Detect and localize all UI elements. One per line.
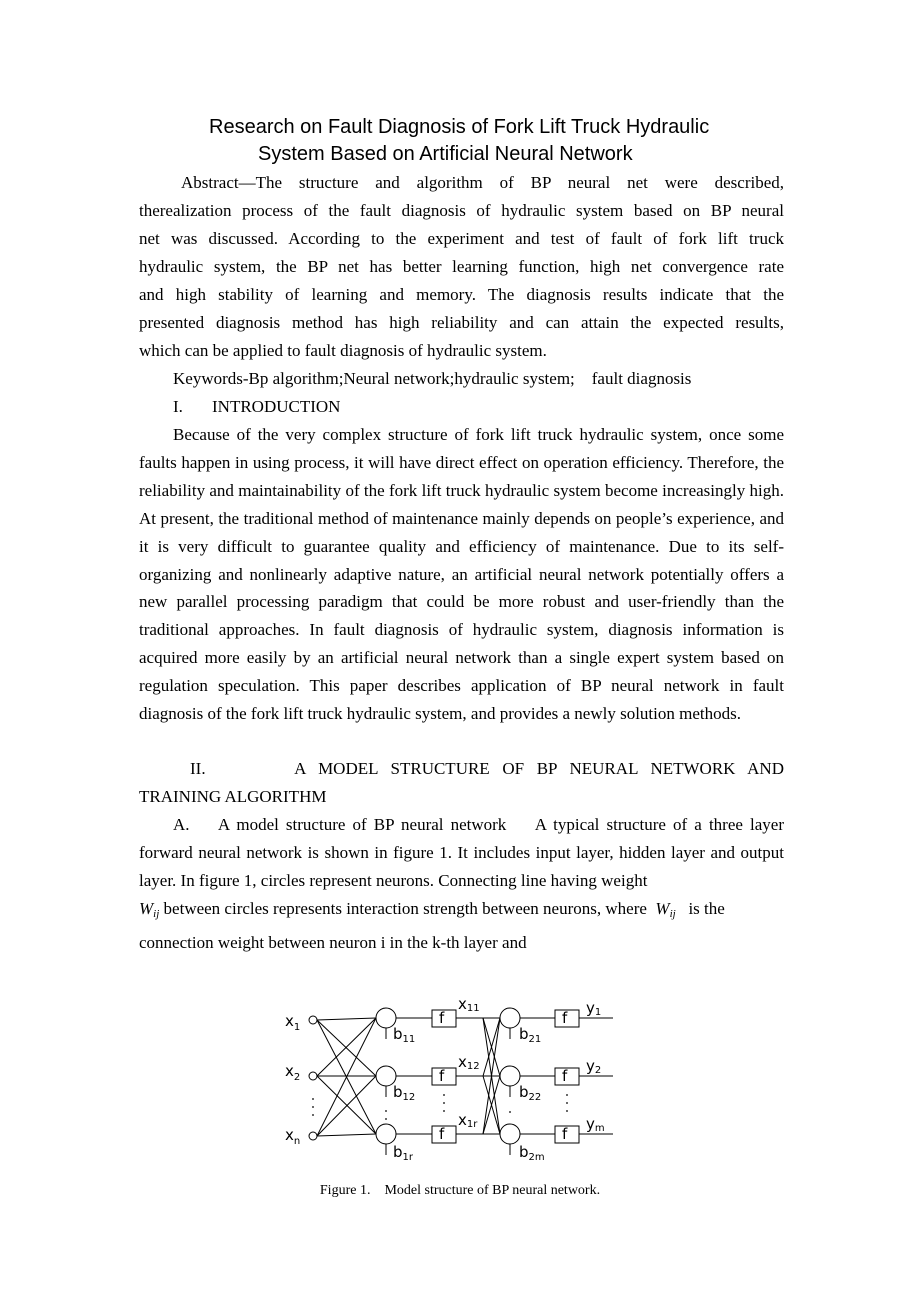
abstract-line: which can be applied to fault diagnosis of hydraulic system. [139, 341, 547, 360]
hidden-output-label: x12 [458, 1053, 480, 1072]
section-heading: INTRODUCTION [212, 397, 341, 416]
section-heading-continued: TRAINING ALGORITHM [139, 787, 327, 806]
section-heading: II. A MODEL STRUCTURE OF BP NEURAL NETWORK AND [190, 759, 784, 778]
section-number: I. [173, 397, 183, 416]
abstract-line: net was discussed. According to the experiment and test of fault of fork lift truck [139, 229, 784, 248]
paragraph-text: A typical structure of a three layer forward neural network is shown in figure 1. It includes input layer, hidden layer and output layer. In figure 1, circles represent neurons. Connecting line having weight [139, 815, 784, 890]
weight-symbol: W [655, 898, 670, 918]
paper-title-line2: System Based on Artificial Neural Network [258, 143, 633, 165]
abstract-line: and high stability of learning and memory. The diagnosis results indicate that the [139, 285, 784, 304]
input-node [309, 1132, 317, 1140]
input-label: $x_n$ [285, 1126, 301, 1147]
weight-subscript: ij [153, 907, 160, 920]
abstract-line: therealization process of the fault diagnosis of hydraulic system based on BP neural [139, 201, 784, 220]
bias-label: $b_{21}$ [519, 1025, 542, 1045]
bias-label: $b_{12}$ [393, 1083, 416, 1103]
paragraph-text: connection weight between neuron i in the k-th layer and [139, 932, 527, 952]
input-node [309, 1072, 317, 1080]
output-neuron [500, 1008, 520, 1028]
keywords: Keywords-Bp algorithm;Neural network;hydraulic system; fault diagnosis [173, 369, 692, 388]
abstract-line: Abstract—The structure and algorithm of BP neural net were described, [181, 173, 784, 192]
introduction-paragraph: Because of the very complex structure of fork lift truck hydraulic system, once some faults happen in using process, it will have direct effect on operation efficiency. Therefore, the reliability and maintainability of the fork lift truck hydraulic system become increasingly high. At present, the traditional method of maintenance mainly depends on people’s experience, and it is very difficult to guarantee quality and efficiency of maintenance. Due to its self-organizing and nonlinearly adaptive nature, an artificial neural network potentially offers a new parallel processing paradigm that could be more robust and user-friendly than the traditional approaches. In fault diagnosis of hydraulic system, diagnosis information is acquired more easily by an artificial neural network than a single expert system based on regulation speculation. This paper describes application of BP neural network in fault diagnosis of the fork lift truck hydraulic system, and provides a newly solution methods. [139, 425, 784, 724]
subsection-a-paragraph [139, 811, 784, 957]
activation-label: f [439, 1009, 445, 1027]
output-neuron [500, 1066, 520, 1086]
activation-label: f [562, 1009, 568, 1027]
output-label: ym [586, 1115, 605, 1134]
hidden-output-label: x1r [458, 1111, 478, 1130]
bias-label: $b_{1r}$ [393, 1143, 414, 1163]
input-label: $x_2$ [285, 1062, 301, 1083]
hidden-neuron [376, 1124, 396, 1144]
input-label: $x_1$ [285, 1012, 301, 1033]
neural-network-diagram [275, 995, 620, 1175]
weight-symbol: W [139, 898, 154, 918]
figure-caption: Figure 1. Model structure of BP neural network. [319, 1183, 601, 1198]
input-node [309, 1016, 317, 1024]
hidden-output-label: x11 [458, 995, 480, 1014]
bias-label: $b_{11}$ [393, 1025, 416, 1045]
output-label: y1 [586, 999, 602, 1018]
activation-label: f [439, 1067, 445, 1085]
weight-subscript: ij [669, 907, 676, 920]
bias-label: $b_{2m}$ [519, 1143, 545, 1163]
activation-label: f [562, 1125, 568, 1143]
abstract-line: hydraulic system, the BP net has better learning function, high net convergence rate [139, 257, 784, 276]
output-neuron [500, 1124, 520, 1144]
output-label: y2 [586, 1057, 602, 1076]
paragraph-text: between circles represents interaction strength between neurons, where [163, 898, 647, 918]
paragraph-text: is the [688, 898, 725, 918]
bias-label: $b_{22}$ [519, 1083, 542, 1103]
paper-title-line1: Research on Fault Diagnosis of Fork Lift Truck Hydraulic [209, 116, 710, 138]
subsection-heading: A. A model structure of BP neural network [173, 815, 535, 834]
activation-label: f [439, 1125, 445, 1143]
activation-label: f [562, 1067, 568, 1085]
abstract-line: presented diagnosis method has high reliability and can attain the expected results, [139, 313, 784, 332]
